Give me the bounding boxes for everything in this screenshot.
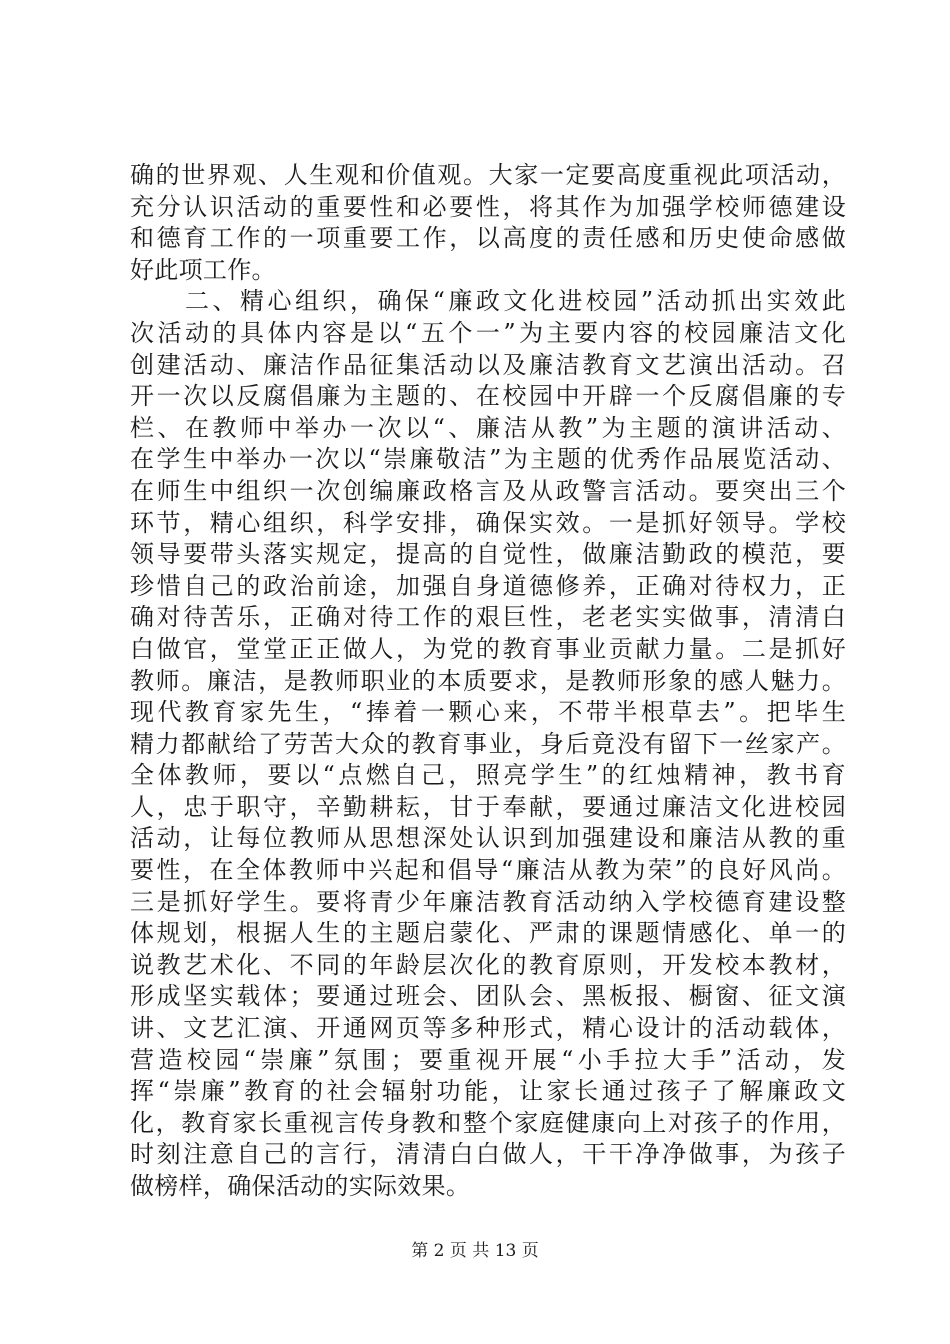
text-line: 时刻注意自己的言行，清清白白做人，干干净净做事，为孩子 [130,1140,846,1169]
text-line: 挥“崇廉”教育的社会辐射功能，让家长通过孩子了解廉政文 [130,1077,846,1106]
text-line: 充分认识活动的重要性和必要性，将其作为加强学校师德建设 [130,192,846,221]
text-line: 现代教育家先生，“捧着一颗心来，不带半根草去”。把毕生 [130,698,846,727]
text-line: 讲、文艺汇演、开通网页等多种形式，精心设计的活动载体， [130,1014,846,1043]
text-line: 全体教师，要以“点燃自己，照亮学生”的红烛精神，教书育 [130,761,846,790]
text-line: 和德育工作的一项重要工作，以高度的责任感和历史使命感做 [130,224,846,253]
text-line: 珍惜自己的政治前途，加强自身道德修养，正确对待权力，正 [130,571,846,600]
body-text [130,160,846,1203]
text-line: 形成坚实载体；要通过班会、团队会、黑板报、橱窗、征文演 [130,982,846,1011]
text-line: 要性，在全体教师中兴起和倡导“廉洁从教为荣”的良好风尚。 [130,856,846,885]
text-line: 白做官，堂堂正正做人，为党的教育事业贡献力量。二是抓好 [130,634,846,663]
text-line: 在师生中组织一次创编廉政格言及从政警言活动。要突出三个 [130,476,846,505]
text-line: 创建活动、廉洁作品征集活动以及廉洁教育文艺演出活动。召 [130,350,846,379]
text-line: 二、精心组织，确保“廉政文化进校园”活动抓出实效此 [130,287,846,316]
page-footer: 第 2 页 共 13 页 [411,1241,539,1261]
text-line: 营造校园“崇廉”氛围；要重视开展“小手拉大手”活动，发 [130,1045,846,1074]
text-line: 领导要带头落实规定，提高的自觉性，做廉洁勤政的模范，要 [130,540,846,569]
text-line: 体规划，根据人生的主题启蒙化、严肃的课题情感化、单一的 [130,919,846,948]
text-line: 确的世界观、人生观和价值观。大家一定要高度重视此项活动， [130,161,846,189]
text-line: 人，忠于职守，辛勤耕耘，甘于奉献，要通过廉洁文化进校园 [130,792,846,821]
text-line: 教师。廉洁，是教师职业的本质要求，是教师形象的感人魅力。 [130,666,846,695]
text-line: 活动，让每位教师从思想深处认识到加强建设和廉洁从教的重 [130,824,846,853]
text-line: 做榜样，确保活动的实际效果。 [130,1172,471,1200]
text-line: 化，教育家长重视言传身教和整个家庭健康向上对孩子的作用， [130,1108,846,1137]
text-line: 在学生中举办一次以“崇廉敬洁”为主题的优秀作品展览活动、 [130,445,846,474]
text-line: 开一次以反腐倡廉为主题的、在校园中开辟一个反腐倡廉的专 [130,382,846,411]
text-line: 确对待苦乐，正确对待工作的艰巨性，老老实实做事，清清白 [130,603,846,632]
text-line: 好此项工作。 [130,255,276,284]
text-line: 栏、在教师中举办一次以“、廉洁从教”为主题的演讲活动、 [130,413,846,442]
text-line: 说教艺术化、不同的年龄层次化的教育原则，开发校本教材， [130,950,846,979]
text-line: 精力都献给了劳苦大众的教育事业，身后竟没有留下一丝家产。 [130,729,846,758]
text-line: 环节，精心组织，科学安排，确保实效。一是抓好领导。学校 [130,508,846,537]
text-line: 三是抓好学生。要将青少年廉洁教育活动纳入学校德育建设整 [130,887,846,916]
text-line: 次活动的具体内容是以“五个一”为主要内容的校园廉洁文化 [130,318,846,347]
